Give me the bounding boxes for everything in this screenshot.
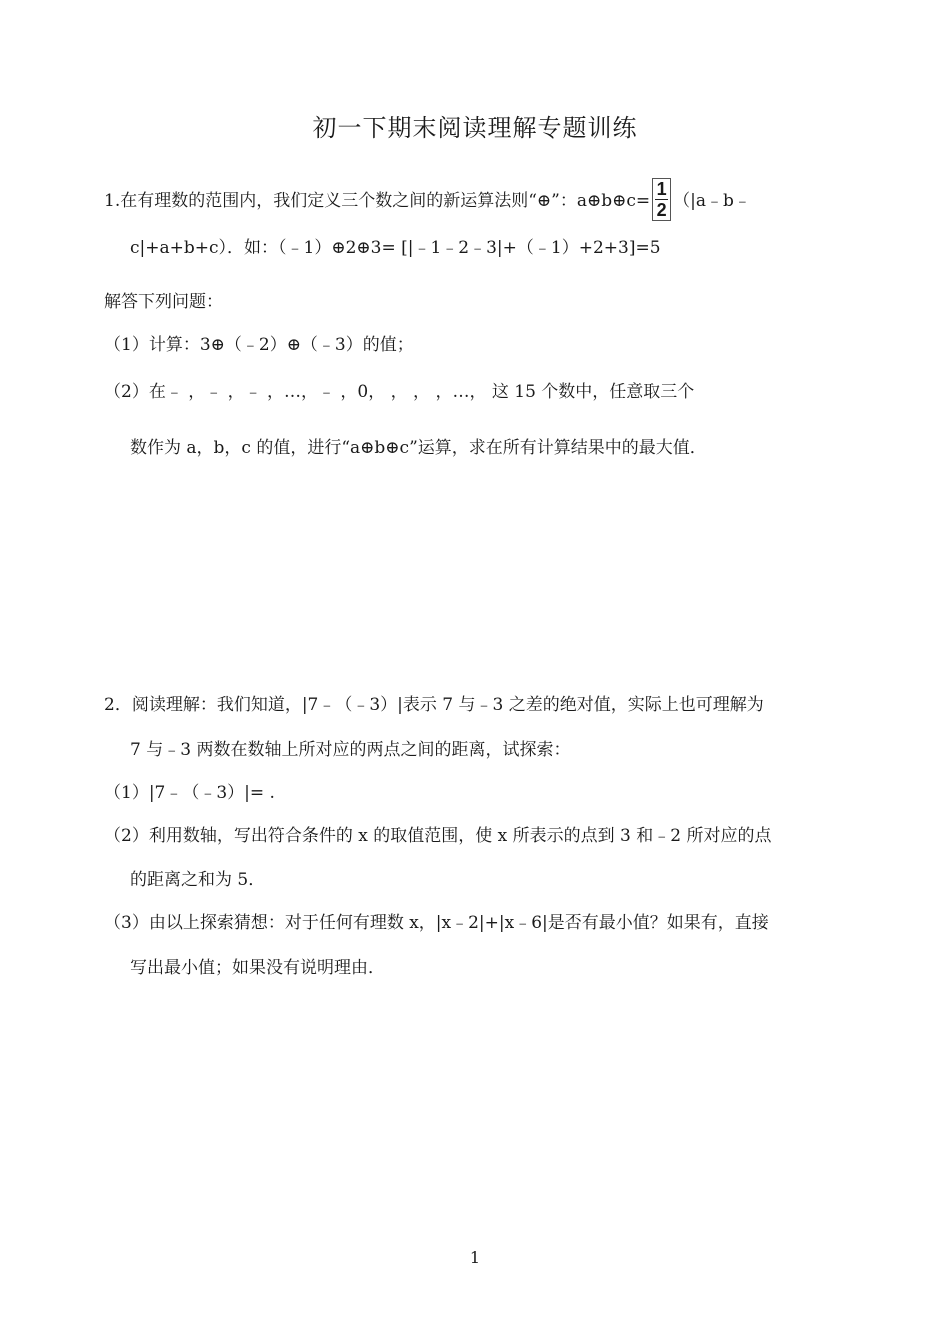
q2-part-3-line-1: （3）由以上探索猜想：对于任何有理数 x，|x﹣2|+|x﹣6|是否有最小值？如果有，直接 [104, 913, 769, 933]
q2-part-2-line-2: 的距离之和为 5． [130, 870, 266, 890]
fraction-one-half [652, 178, 671, 221]
q1-part-2-line-2: 数作为 a，b，c 的值，进行“a⊕b⊕c”运算，求在所有计算结果中的最大值． [130, 438, 707, 458]
q2-part-1: （1）|7﹣（﹣3）|= . [104, 783, 275, 803]
q2-line-2: 7 与﹣3 两数在数轴上所对应的两点之间的距离，试探索： [130, 740, 571, 760]
page-number: 1 [469, 1248, 481, 1267]
fraction-numerator: 1 [656, 179, 667, 199]
q1-part-2-line-1: （2）在﹣ ，﹣ ，﹣ ，…，﹣ ，0， ， ， ，…， 这 15 个数中，任意取三个 [104, 382, 695, 402]
q2-part-2-line-1: （2）利用数轴，写出符合条件的 x 的取值范围，使 x 所表示的点到 3 和﹣2 所对应的点 [104, 826, 772, 846]
q1-intro: 解答下列问题： [104, 292, 223, 312]
page-title: 初一下期末阅读理解专题训练 [312, 114, 638, 142]
q2-line-1: 2．阅读理解：我们知道，|7﹣（﹣3）|表示 7 与﹣3 之差的绝对值，实际上也可理解为 [104, 695, 764, 715]
q1-line-1 [104, 180, 751, 223]
q2-part-3-line-2: 写出最小值；如果没有说明理由． [130, 958, 385, 978]
fraction-denominator: 2 [656, 200, 667, 220]
q1-part-1: （1）计算：3⊕（﹣2）⊕（﹣3）的值； [104, 335, 414, 355]
q1-definition-text: 1.在有理数的范围内，我们定义三个数之间的新运算法则“⊕”：a⊕b⊕c= [104, 191, 651, 211]
q1-definition-tail: （|a﹣b﹣ [673, 191, 751, 211]
q1-line-2: c|+a+b+c）．如：（﹣1）⊕2⊕3= [|﹣1﹣2﹣3|+（﹣1）+2+3]=5 [130, 238, 661, 258]
